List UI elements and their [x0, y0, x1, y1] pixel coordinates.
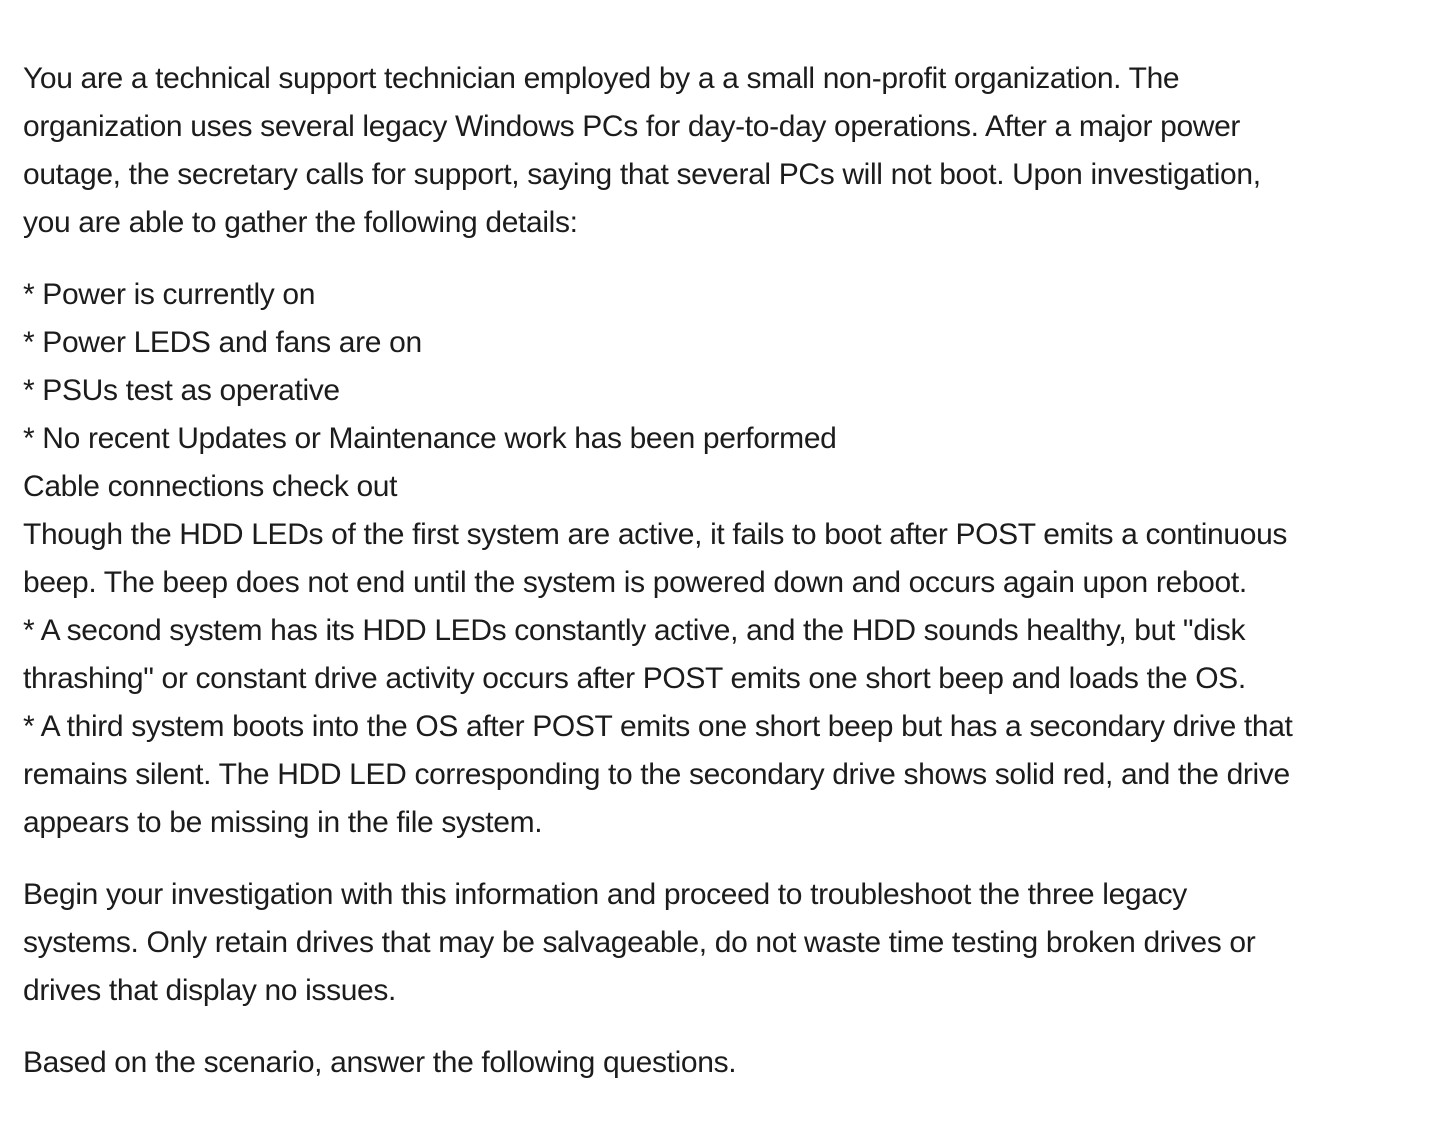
scenario-document — [23, 55, 1423, 1087]
detail-line: Cable connections check out — [23, 470, 398, 503]
instruction-line: Begin your investigation with this information and proceed to troubleshoot the three legacy — [23, 878, 1187, 911]
detail-line: * A third system boots into the OS after POST emits one short beep but has a secondary drive that — [23, 710, 1293, 743]
instructions-paragraph — [23, 871, 1423, 1015]
instruction-line: systems. Only retain drives that may be salvageable, do not waste time testing broken drives or — [23, 926, 1256, 959]
paragraph-gap — [23, 247, 1423, 271]
detail-line: beep. The beep does not end until the system is powered down and occurs again upon reboot. — [23, 566, 1247, 599]
paragraph-gap — [23, 847, 1423, 871]
detail-line: Though the HDD LEDs of the first system are active, it fails to boot after POST emits a continuous — [23, 518, 1288, 551]
closing-line: Based on the scenario, answer the following questions. — [23, 1046, 737, 1079]
detail-line: remains silent. The HDD LED corresponding to the secondary drive shows solid red, and the drive — [23, 758, 1290, 791]
details-list — [23, 271, 1423, 847]
detail-line: * PSUs test as operative — [23, 374, 340, 407]
intro-line: outage, the secretary calls for support, saying that several PCs will not boot. Upon investigation, — [23, 158, 1261, 191]
intro-line: You are a technical support technician employed by a a small non-profit organization. The — [23, 62, 1180, 95]
detail-line: thrashing" or constant drive activity occurs after POST emits one short beep and loads the OS. — [23, 662, 1246, 695]
detail-line: * A second system has its HDD LEDs constantly active, and the HDD sounds healthy, but "disk — [23, 614, 1246, 647]
detail-line: * No recent Updates or Maintenance work has been performed — [23, 422, 837, 455]
instruction-line: drives that display no issues. — [23, 974, 397, 1007]
paragraph-gap — [23, 1015, 1423, 1039]
intro-paragraph — [23, 55, 1423, 247]
detail-line: * Power is currently on — [23, 278, 316, 311]
intro-line: organization uses several legacy Windows PCs for day-to-day operations. After a major power — [23, 110, 1241, 143]
closing-paragraph — [23, 1039, 1423, 1087]
intro-line: you are able to gather the following details: — [23, 206, 578, 239]
detail-line: appears to be missing in the file system. — [23, 806, 543, 839]
detail-line: * Power LEDS and fans are on — [23, 326, 422, 359]
